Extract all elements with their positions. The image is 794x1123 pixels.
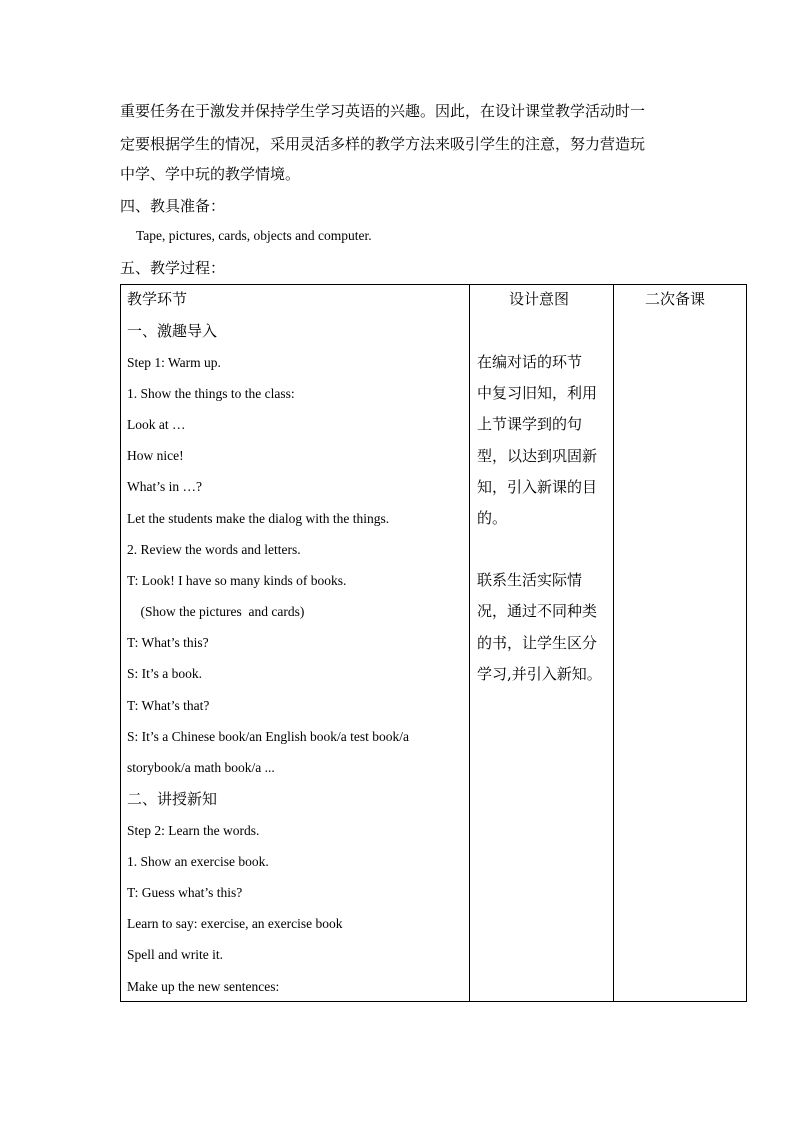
intent-note-1-line: 型，以达到巩固新 bbox=[477, 447, 598, 465]
step-line: Make up the new sentences: bbox=[127, 979, 280, 994]
header-second-preparation: 二次备课 bbox=[645, 290, 706, 308]
intro-line-2: 定要根据学生的情况，采用灵活多样的教学方法来吸引学生的注意，努力营造玩 bbox=[120, 135, 646, 153]
step-line: storybook/a math book/a ... bbox=[127, 760, 275, 775]
intent-note-1-line: 知，引入新课的目 bbox=[477, 478, 598, 496]
step-line: What’s in …? bbox=[127, 479, 202, 494]
intent-note-1-line: 中复习旧知，利用 bbox=[477, 384, 598, 402]
section4-heading: 四、教具准备： bbox=[120, 197, 226, 215]
step-line: Spell and write it. bbox=[127, 947, 223, 962]
step-line: T: Guess what’s this? bbox=[127, 885, 243, 900]
step-line: Let the students make the dialog with the things. bbox=[127, 511, 390, 526]
second-preparation-column bbox=[614, 285, 747, 1002]
intent-note-1-line: 在编对话的环节 bbox=[477, 353, 583, 371]
section-heading-lead-in: 一、激趣导入 bbox=[127, 322, 218, 340]
intent-note-2-line: 况，通过不同种类 bbox=[477, 602, 598, 620]
section5-heading: 五、教学过程： bbox=[120, 259, 226, 277]
intro-line-3: 中学、学中玩的教学情境。 bbox=[120, 165, 301, 183]
step-line: How nice! bbox=[127, 448, 184, 463]
step-line: S: It’s a book. bbox=[127, 666, 203, 681]
intent-note-2-line: 联系生活实际情 bbox=[477, 571, 583, 589]
intent-note-2-line: 的书，让学生区分 bbox=[477, 634, 598, 652]
header-teaching-steps: 教学环节 bbox=[127, 290, 188, 308]
step-line: Step 1: Warm up. bbox=[127, 355, 221, 370]
step-line: 1. Show the things to the class: bbox=[127, 386, 295, 401]
intent-note-2-line: 学习,并引入新知。 bbox=[477, 665, 602, 683]
step-line: Learn to say: exercise, an exercise book bbox=[127, 916, 343, 931]
step-line: (Show the pictures and cards) bbox=[127, 604, 305, 619]
step-line: 2. Review the words and letters. bbox=[127, 542, 301, 557]
step-line: T: Look! I have so many kinds of books. bbox=[127, 573, 347, 588]
intent-note-1-line: 上节课学到的句 bbox=[477, 415, 583, 433]
step-line: T: What’s this? bbox=[127, 635, 209, 650]
step-line: Look at … bbox=[127, 417, 186, 432]
step-line: 1. Show an exercise book. bbox=[127, 854, 269, 869]
step-line: S: It’s a Chinese book/an English book/a test book/a bbox=[127, 729, 409, 744]
header-design-intent: 设计意图 bbox=[509, 290, 570, 308]
section-heading-new-knowledge: 二、讲授新知 bbox=[127, 790, 218, 808]
step-line: Step 2: Learn the words. bbox=[127, 823, 260, 838]
intro-line-1: 重要任务在于激发并保持学生学习英语的兴趣。因此，在设计课堂教学活动时一 bbox=[120, 102, 646, 120]
teaching-tools-list: Tape, pictures, cards, objects and computer. bbox=[136, 228, 372, 243]
intent-note-1-line: 的。 bbox=[477, 509, 508, 527]
step-line: T: What’s that? bbox=[127, 698, 210, 713]
